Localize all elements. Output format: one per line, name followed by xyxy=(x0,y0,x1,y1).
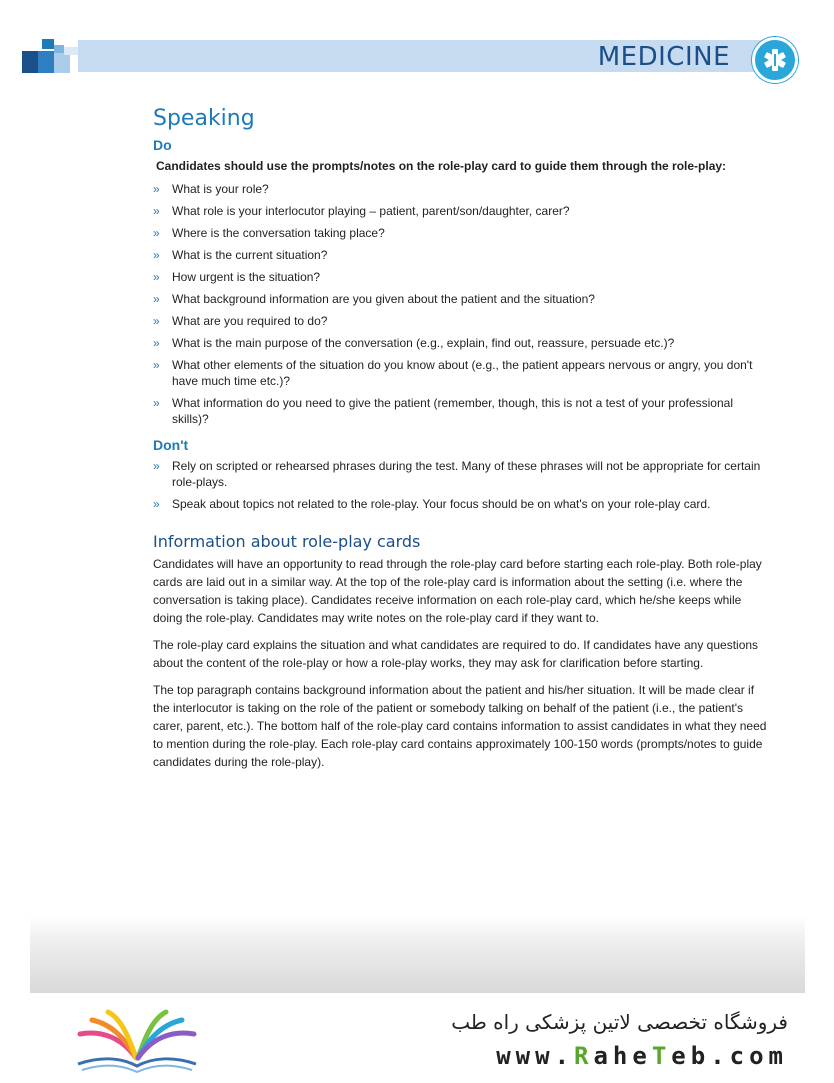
chevron-bullet-icon: » xyxy=(153,270,160,284)
chevron-bullet-icon: » xyxy=(153,314,160,328)
dont-heading: Don't xyxy=(153,437,189,453)
list-item: » What background information are you given about the patient and the situation? xyxy=(153,292,595,306)
info-paragraph: The role-play card explains the situation and what candidates are required to do. If candidates have any questions about the content of the role-play or how a role-play works, they may ask for clarification before starting. xyxy=(153,638,759,670)
list-item: » What is your role? xyxy=(153,182,269,196)
chevron-bullet-icon: » xyxy=(153,358,160,372)
store-name: فروشگاه تخصصی لاتین پزشکی راه طب xyxy=(451,1010,788,1034)
chevron-bullet-icon: » xyxy=(153,336,160,350)
dont-list xyxy=(153,458,768,512)
blocks-logo-icon xyxy=(22,39,78,73)
main-content xyxy=(153,106,768,780)
info-heading: Information about role-play cards xyxy=(153,532,421,551)
medical-star-of-life-icon xyxy=(752,37,798,83)
chevron-bullet-icon: » xyxy=(153,459,160,473)
section-title: MEDICINE xyxy=(597,42,730,72)
do-list xyxy=(153,181,768,427)
page-title: Speaking xyxy=(153,106,255,131)
list-item: » How urgent is the situation? xyxy=(153,270,321,284)
list-item: » What is the current situation? xyxy=(153,248,328,262)
chevron-bullet-icon: » xyxy=(153,292,160,306)
header-banner xyxy=(78,40,768,72)
chevron-bullet-icon: » xyxy=(153,204,160,218)
list-item: » What role is your interlocutor playing – patient, parent/son/daughter, carer? xyxy=(153,204,570,218)
open-book-rainbow-icon xyxy=(72,1008,202,1078)
list-item: » What are you required to do? xyxy=(153,314,328,328)
chevron-bullet-icon: » xyxy=(153,226,160,240)
store-url[interactable]: www.RaheTeb.com xyxy=(496,1042,788,1070)
chevron-bullet-icon: » xyxy=(153,396,160,410)
chevron-bullet-icon: » xyxy=(153,248,160,262)
info-paragraph: Candidates will have an opportunity to read through the role-play card before starting each role-play. Both role-play cards are laid out in a similar way. At the top of the role-play card is information about the setting (i.e. where the conversation is taking place). Candidates receive information on each role-play card, which he/she keeps while doing the role-play. Candidates may write notes on the role-play card if they want to. xyxy=(153,557,762,625)
do-intro: Candidates should use the prompts/notes on the role-play card to guide them through the role-play: xyxy=(156,159,727,173)
list-item: » What is the main purpose of the conversation (e.g., explain, find out, reassure, persuade etc.)? xyxy=(153,336,675,350)
do-heading: Do xyxy=(153,137,172,153)
list-item: » Where is the conversation taking place? xyxy=(153,226,385,240)
list-item: » What other elements of the situation do you know about (e.g., the patient appears nervous or angry, you don't have much time etc.)? xyxy=(153,358,753,388)
list-item: » Speak about topics not related to the role-play. Your focus should be on what's on your role-play card. xyxy=(153,497,711,511)
page-header xyxy=(0,0,834,90)
list-item: » Rely on scripted or rehearsed phrases during the test. Many of these phrases will not be appropriate for certain role-plays. xyxy=(153,459,761,489)
info-paragraph: The top paragraph contains background information about the patient and his/her situation. It will be made clear if the interlocutor is taking on the role of the patient or somebody talking on behalf of the patient (i.e., the patient's carer, parent, etc.). The bottom half of the role-play card contains information to assist candidates in what they need to mention during the role-play. Each role-play card contains approximately 100-150 words (prompts/notes to guide candidates during the role-play). xyxy=(153,683,767,769)
list-item: » What information do you need to give the patient (remember, though, this is not a test of your professional skills)? xyxy=(153,396,733,426)
chevron-bullet-icon: » xyxy=(153,497,160,511)
chevron-bullet-icon: » xyxy=(153,182,160,196)
footer-shadow-band xyxy=(30,915,805,993)
